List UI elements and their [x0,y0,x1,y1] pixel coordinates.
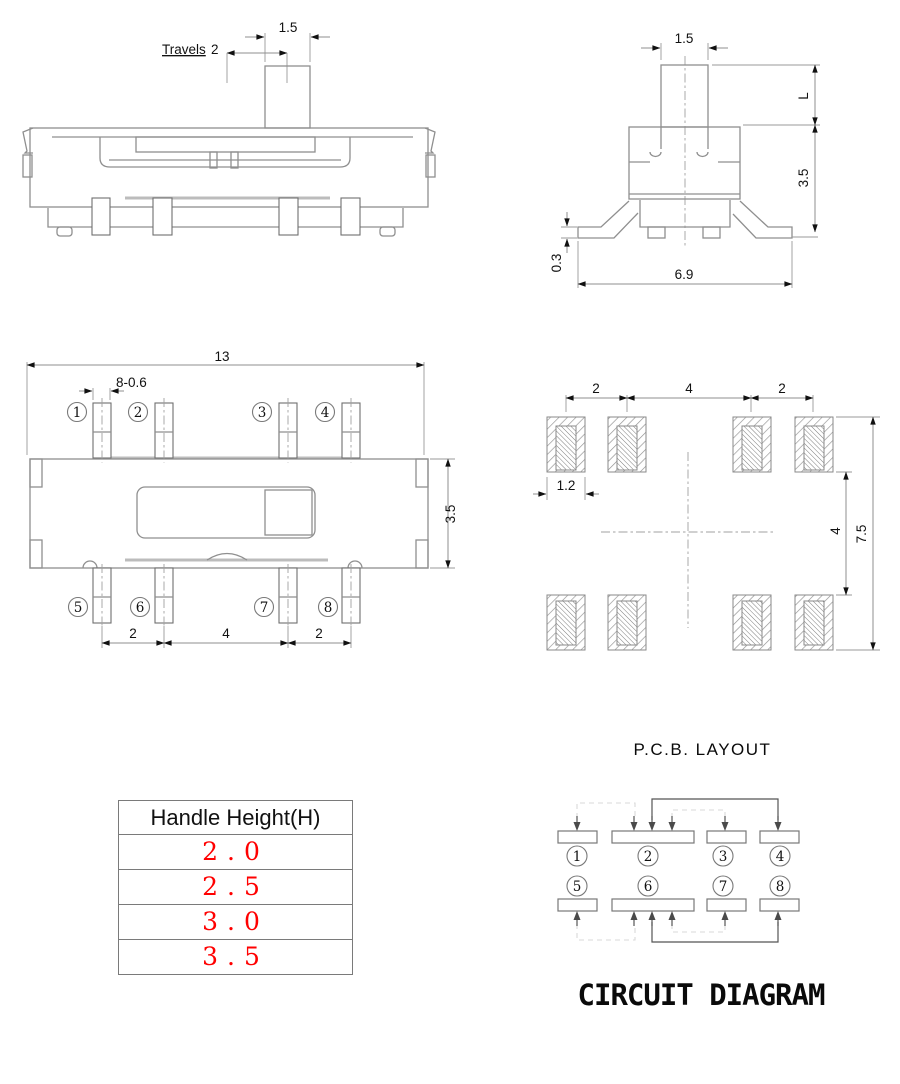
circuit-terminal-7: 7 [718,879,728,895]
circuit-connection-5-6 [577,924,635,940]
pcb-row-gap-dim: 4 [828,527,843,535]
handle-height-value: 3.0 [119,905,352,940]
top-pin-8-label: 8 [323,600,333,616]
top-pitch-dim-2: 4 [222,626,230,641]
circuit-terminal-3: 3 [718,849,728,865]
circuit-terminal-6: 6 [643,879,653,895]
pcb-pitch-dim-1: 2 [592,381,600,396]
top-pin-width-dim: 8-0.6 [116,375,147,390]
circuit-terminal-2: 2 [643,849,653,865]
pcb-layout-drawing [500,355,900,690]
top-pitch-dim-1: 2 [129,626,137,641]
side-overall-width-dim: 6.9 [674,267,694,282]
travels-label: Travels [162,42,206,57]
front-view-drawing [0,0,460,270]
contact-arrows-bottom [574,911,782,926]
side-handle-width-dim: 1.5 [674,31,694,46]
circuit-terminal-8: 8 [775,879,785,895]
circuit-connection-2-3 [672,810,725,818]
top-pin-7-label: 7 [259,600,269,616]
handle-height-value: 3.5 [202,942,269,971]
circuit-terminal-4: 4 [775,849,785,865]
top-pin-3-label: 3 [257,405,267,421]
circuit-connection-2-4 [652,799,778,820]
pcb-pitch-dim-2: 4 [685,381,693,396]
side-view-drawing [540,0,860,310]
circuit-terminal-1: 1 [572,849,582,865]
pcb-pads [547,417,833,650]
circuit-connection-6-8 [652,922,778,942]
handle-height-value: 2.5 [119,870,352,905]
pcb-layout-title: P.C.B. LAYOUT [633,740,772,759]
circuit-diagram-title: CIRCUIT DIAGRAM [577,978,825,1012]
top-pin-5-label: 5 [73,600,83,616]
top-pin-4-label: 4 [320,405,330,421]
circuit-connection-6-7 [672,924,725,932]
circuit-diagram-drawing [540,770,860,970]
side-foot-thickness-dim: 0.3 [549,253,564,273]
pcb-pitch-dim-3: 2 [778,381,786,396]
handle-height-table [118,800,353,975]
top-pin-2-label: 2 [133,405,143,421]
circuit-connection-1-2 [577,803,635,818]
top-view-drawing [0,330,480,670]
circuit-terminal-5: 5 [572,879,582,895]
handle-height-table-header: Handle Height(H) [119,801,352,835]
pcb-pad-width-dim: 1.2 [556,478,576,493]
front-handle-width-dim: 1.5 [278,20,298,35]
top-overall-length-dim: 13 [214,349,230,364]
side-body-height-dim: 3.5 [796,168,811,188]
handle-height-value: 2.0 [119,835,352,870]
contact-arrows-top [574,816,782,831]
top-pin-6-label: 6 [135,600,145,616]
travels-value: 2 [211,42,219,57]
pcb-overall-height-dim: 7.5 [854,524,869,544]
top-pitch-dim-3: 2 [315,626,323,641]
top-body-width-dim: 3.5 [443,504,458,524]
side-handle-height-dim: L [796,92,811,100]
top-pin-1-label: 1 [72,405,82,421]
